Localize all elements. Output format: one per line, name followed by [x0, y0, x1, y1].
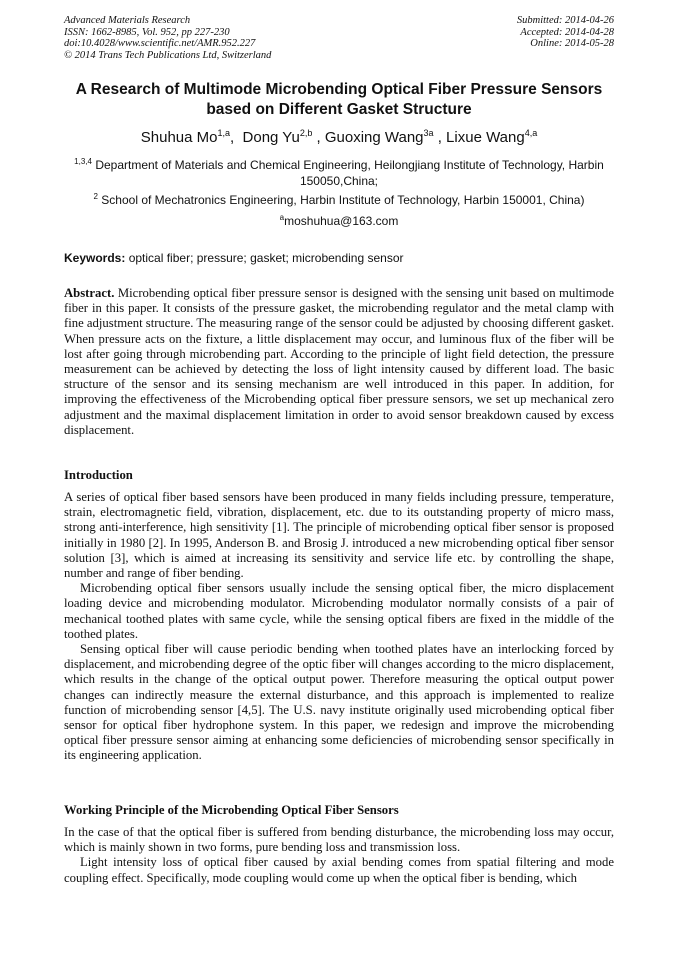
author-name: Shuhua Mo — [140, 129, 218, 146]
author-sup: 4,a — [524, 128, 538, 138]
paragraph: Microbending optical fiber sensors usually include the sensing optical fiber, the micro displacement loading device and microbending modulator. Microbending modulator normally consists of a pair of mechanical toothed plates with same cycle, while the sensing optical fibers are fixed in the middle of the toothed plates. — [64, 581, 614, 641]
journal-name: Advanced Materials Research — [64, 15, 191, 26]
journal-copyright: © 2014 Trans Tech Publications Ltd, Switzerland — [64, 49, 272, 61]
email-sup: a — [279, 213, 285, 222]
affiliation-1-sup: 1,3,4 — [74, 157, 92, 166]
journal-doi: doi:10.4028/www.scientific.net/AMR.952.227 — [64, 38, 256, 50]
author-list — [20, 128, 658, 148]
author-sep: , — [230, 129, 243, 146]
working-principle-body — [64, 825, 614, 886]
date-accepted: Accepted: 2014-04-28 — [520, 26, 614, 38]
journal-header — [64, 15, 271, 61]
keywords-label: Keywords: — [64, 251, 126, 265]
author-name: Lixue Wang — [446, 129, 525, 146]
paper-title — [40, 80, 638, 120]
journal-issn: ISSN: 1662-8985, Vol. 952, pp 227-230 — [64, 26, 230, 38]
contact-email — [56, 214, 622, 230]
affiliation-2-text: School of Mechatronics Engineering, Harbin Institute of Technology, Harbin 150001, China) — [101, 193, 585, 207]
date-submitted: Submitted: 2014-04-26 — [516, 15, 614, 26]
affiliation-2 — [56, 193, 622, 209]
author-name: Dong Yu — [242, 129, 300, 146]
affiliation-1 — [56, 158, 622, 189]
abstract — [64, 286, 614, 438]
dates-header — [517, 15, 614, 50]
introduction-body — [64, 490, 614, 764]
title-line-1: A Research of Multimode Microbending Optical Fiber Pressure Sensors — [75, 81, 603, 98]
email-text[interactable]: moshuhua@163.com — [284, 214, 399, 228]
affiliation-2-sup: 2 — [93, 192, 98, 201]
author-sup: 3a — [423, 128, 434, 138]
section-heading-working-principle: Working Principle of the Microbending Optical Fiber Sensors — [64, 803, 399, 817]
author-name: Guoxing Wang — [324, 129, 424, 146]
abstract-label: Abstract. — [64, 286, 115, 300]
paragraph: Light intensity loss of optical fiber caused by axial bending comes from spatial filtering and mode coupling effect. Specifically, mode coupling would come up when the optical fiber is bending, which — [64, 855, 614, 885]
date-online: Online: 2014-05-28 — [530, 38, 614, 50]
title-line-2: based on Different Gasket Structure — [206, 101, 472, 118]
keywords — [64, 251, 616, 266]
paragraph: A series of optical fiber based sensors have been produced in many fields including pressure, temperature, strain, electromagnetic field, vibration, displacement, etc. due to its outstanding property of micro mass, strong anti-interference, high sensitivity [1]. The principle of microbending optical fiber sensor is proposed initially in 1980 [2]. In 1995, Anderson B. and Brosig J. introduced a new microbending optical fiber sensor solution [3], which is aimed at increasing its sensitivity and service life etc. by controlling the shape, number and range of fiber bending. — [64, 490, 614, 581]
keywords-text: optical fiber; pressure; gasket; microbending sensor — [128, 251, 404, 265]
author-sep: , — [433, 129, 447, 146]
author-sup: 1,a — [217, 128, 231, 138]
author-sep: , — [312, 129, 325, 146]
author-sup: 2,b — [299, 128, 313, 138]
paragraph: Sensing optical fiber will cause periodic bending when toothed plates have an interlocking forced by displacement, and microbending degree of the optic fiber will changes according to the micro displacement, which results in the change of the optical output power. Therefore measuring the optical output power changes can indirectly measure the external disturbance, and this approach is implemented to realize function of microbending sensor [4,5]. The U.S. navy institute originally used microbending optical fiber sensor for optical fiber hydrophone system. In this paper, we redesign and improve the microbending optical fiber pressure sensor aiming at enhancing some deficiencies of microbending sensor specifically in its engineering application. — [64, 642, 614, 763]
paragraph: In the case of that the optical fiber is suffered from bending disturbance, the microbending loss may occur, which is mainly shown in two forms, pure bending loss and transmission loss. — [64, 825, 614, 855]
affiliation-1-text: Department of Materials and Chemical Engineering, Heilongjiang Institute of Technology, Harbin 150050,China; — [95, 158, 604, 188]
section-heading-introduction: Introduction — [64, 468, 133, 482]
abstract-text: Microbending optical fiber pressure sensor is designed with the sensing unit based on multimode fiber in this paper. It consists of the pressure gasket, the microbending regulator and the metal clamp with fine adjustment structure. The measuring range of the sensor could be adjusted by choosing different gasket. When pressure acts on the fixture, a little displacement may occur, and luminous flux of the fiber will be lost after going through microbending part. According to the principle of light field detection, the pressure measurement can be achieved by detecting the loss of light intensity caused by different load. The basic structure of the sensor and its sensing mechanism are well introduced in this paper. In addition, for improving the effectiveness of the Microbending optical fiber pressure sensors, we set up mechanical zero adjustment and the maximal displacement limitation in order to avoid sensor breakdown caused by excess displacement. — [64, 286, 615, 437]
